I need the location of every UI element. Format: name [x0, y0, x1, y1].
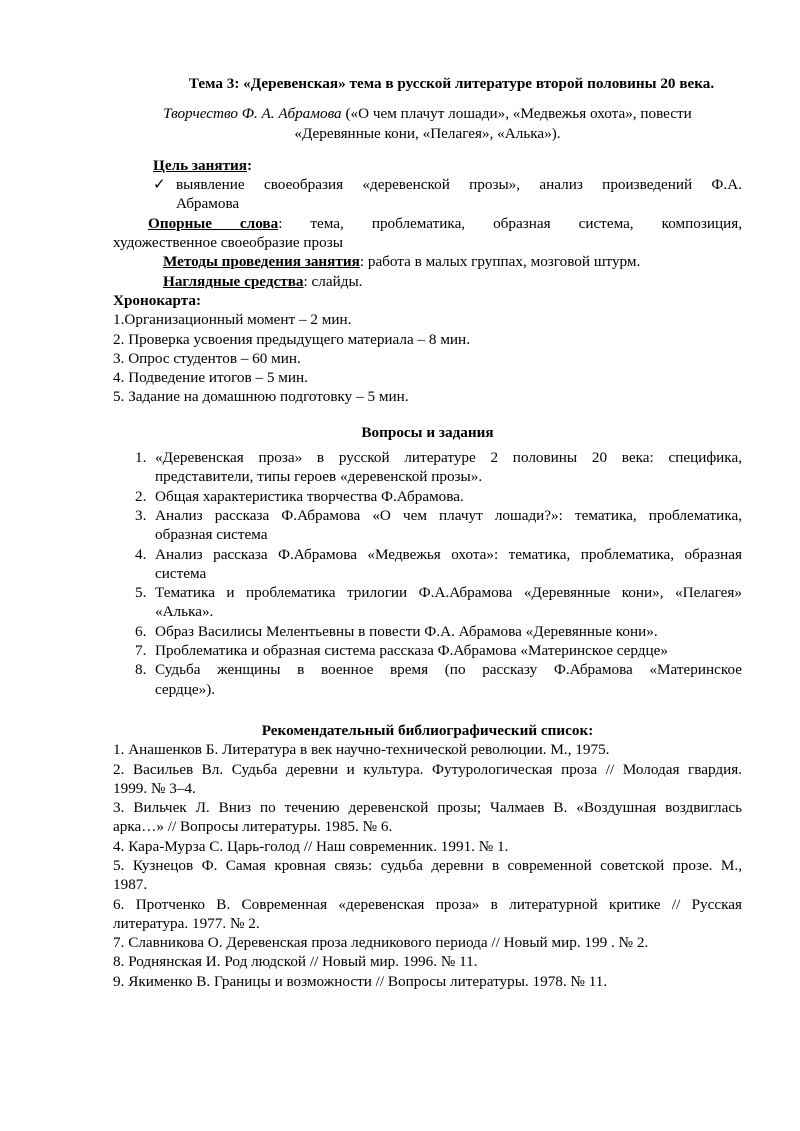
- chronocard-heading: Хронокарта:: [113, 291, 202, 309]
- question-item: [113, 641, 742, 660]
- goal-label: Цель занятия: [153, 156, 247, 174]
- question-text: [155, 622, 742, 641]
- visual-aids-label: Наглядные средства: [163, 272, 304, 290]
- chronocard-item-3: 3. Опрос студентов – 60 мин.: [113, 349, 301, 367]
- text-line: представители, типы героев «деревенской прозы».: [155, 468, 483, 486]
- subtitle-italic-author: Творчество Ф. А. Абрамова: [163, 105, 342, 123]
- goal-heading: [113, 156, 742, 175]
- text-line: выявление своеобразия «деревенской прозы», анализ произведений Ф.А.: [176, 176, 742, 194]
- question-item: [113, 448, 742, 487]
- subtitle-line-1: [113, 104, 742, 123]
- text-line: Тематика и проблематика трилогии Ф.А.Абрамова «Деревянные кони», «Пелагея»: [155, 584, 742, 602]
- question-item: [113, 660, 742, 699]
- text-line: 1987.: [113, 876, 148, 894]
- question-item: [113, 622, 742, 641]
- chronocard-item-1: 1.Организационный момент – 2 мин.: [113, 311, 352, 329]
- text-line: система: [155, 564, 207, 582]
- text-line: 4. Кара-Мурза С. Царь-голод // Наш современник. 1991. № 1.: [113, 837, 509, 855]
- bibliography-item: [113, 933, 742, 952]
- text-line: Абрамова: [176, 195, 240, 213]
- text-line: Проблематика и образная система рассказа Ф.Абрамова «Материнское сердце»: [155, 642, 668, 660]
- text-line: 6. Протченко В. Современная «деревенская проза» в литературной критике // Русская: [113, 895, 742, 913]
- question-text: [155, 506, 742, 545]
- subtitle-line-2: «Деревянные кони, «Пелагея», «Алька»).: [294, 124, 561, 142]
- goal-item-text: [176, 175, 742, 214]
- text-line: 7. Славникова О. Деревенская проза ледникового периода // Новый мир. 199 . № 2.: [113, 934, 649, 952]
- text-line: арка…» // Вопросы литературы. 1985. № 6.: [113, 818, 393, 836]
- text-line: 1. Анашенков Б. Литература в век научно-технической революции. М., 1975.: [113, 741, 610, 759]
- question-number: 8.: [135, 661, 147, 679]
- bibliography-item: [113, 798, 742, 837]
- text-line: Анализ рассказа Ф.Абрамова «О чем плачут лошади?»: тематика, проблематика,: [155, 506, 742, 524]
- text-line: образная система: [155, 526, 268, 544]
- text-line: 1999. № 3–4.: [113, 779, 196, 797]
- question-number: 1.: [135, 449, 147, 467]
- bibliography-item: [113, 972, 742, 991]
- question-item: [113, 487, 742, 506]
- keywords-line-2: художественное своеобразие прозы: [113, 234, 343, 252]
- text-line: Судьба женщины в военное время (по рассказу Ф.Абрамова «Материнское: [155, 661, 742, 679]
- text-line: 9. Якименко В. Границы и возможности // Вопросы литературы. 1978. № 11.: [113, 972, 608, 990]
- question-text: [155, 583, 742, 622]
- text-line: сердце»).: [155, 680, 216, 698]
- question-item: [113, 545, 742, 584]
- question-number: 6.: [135, 622, 147, 640]
- bibliography-item: [113, 740, 742, 759]
- bibliography-heading: Рекомендательный библиографический список:: [261, 721, 594, 739]
- text-line: литература. 1977. № 2.: [113, 914, 260, 932]
- question-item: [113, 583, 742, 622]
- subtitle-works: («О чем плачут лошади», «Медвежья охота», повести: [341, 105, 692, 123]
- visual-aids-text: : слайды.: [303, 272, 363, 290]
- methods-paragraph: [113, 252, 742, 271]
- text-line: «Алька».: [155, 603, 214, 621]
- text-line: 2. Васильев Вл. Судьба деревни и культура. Футурологическая проза // Молодая гвардия.: [113, 760, 742, 778]
- question-number: 2.: [135, 487, 147, 505]
- chronocard-item-4: 4. Подведение итогов – 5 мин.: [113, 369, 308, 387]
- checkmark-icon: ✓: [153, 176, 166, 194]
- question-number: 7.: [135, 642, 147, 660]
- keywords-paragraph: [113, 214, 742, 253]
- text-line: Образ Василисы Мелентьевны в повести Ф.А. Абрамова «Деревянные кони».: [155, 622, 658, 640]
- chronocard-item-2: 2. Проверка усвоения предыдущего материала – 8 мин.: [113, 330, 470, 348]
- keywords-line-1: [113, 214, 742, 233]
- goal-item: [113, 175, 742, 214]
- question-text: [155, 660, 742, 699]
- question-item: [113, 506, 742, 545]
- bibliography-item: [113, 895, 742, 934]
- methods-label: Методы проведения занятия: [163, 253, 360, 271]
- text-line: 3. Вильчек Л. Вниз по течению деревенской прозы; Чалмаев В. «Воздушная воздвиглась: [113, 799, 742, 817]
- text-line: Анализ рассказа Ф.Абрамова «Медвежья охота»: тематика, проблематика, образная: [155, 545, 742, 563]
- question-number: 3.: [135, 506, 147, 524]
- question-text: [155, 641, 742, 660]
- keywords-label: Опорные слова: [148, 214, 279, 232]
- goal-colon: :: [247, 156, 253, 174]
- bibliography-item: [113, 856, 742, 895]
- visual-aids-paragraph: [113, 272, 742, 291]
- text-line: 5. Кузнецов Ф. Самая кровная связь: судьба деревни в современной советской прозе. М.,: [113, 856, 742, 874]
- page-title: Тема 3: «Деревенская» тема в русской литературе второй половины 20 века.: [188, 75, 715, 92]
- text-line: 8. Роднянская И. Род людской // Новый мир. 1996. № 11.: [113, 953, 478, 971]
- bibliography-item: [113, 952, 742, 971]
- text-line: Общая характеристика творчества Ф.Абрамова.: [155, 487, 464, 505]
- keywords-list: : тема, проблематика, образная система, композиция,: [278, 214, 742, 232]
- methods-text: : работа в малых группах, мозговой штурм.: [359, 253, 641, 271]
- bibliography-item: [113, 760, 742, 799]
- text-line: «Деревенская проза» в русской литературе 2 половины 20 века: специфика,: [155, 449, 742, 467]
- question-text: [155, 448, 742, 487]
- question-text: [155, 487, 742, 506]
- subtitle: [113, 104, 742, 143]
- questions-heading: Вопросы и задания: [361, 423, 494, 441]
- chronocard-item-5: 5. Задание на домашнюю подготовку – 5 мин.: [113, 388, 409, 406]
- bibliography-item: [113, 837, 742, 856]
- question-text: [155, 545, 742, 584]
- question-number: 4.: [135, 545, 147, 563]
- question-number: 5.: [135, 584, 147, 602]
